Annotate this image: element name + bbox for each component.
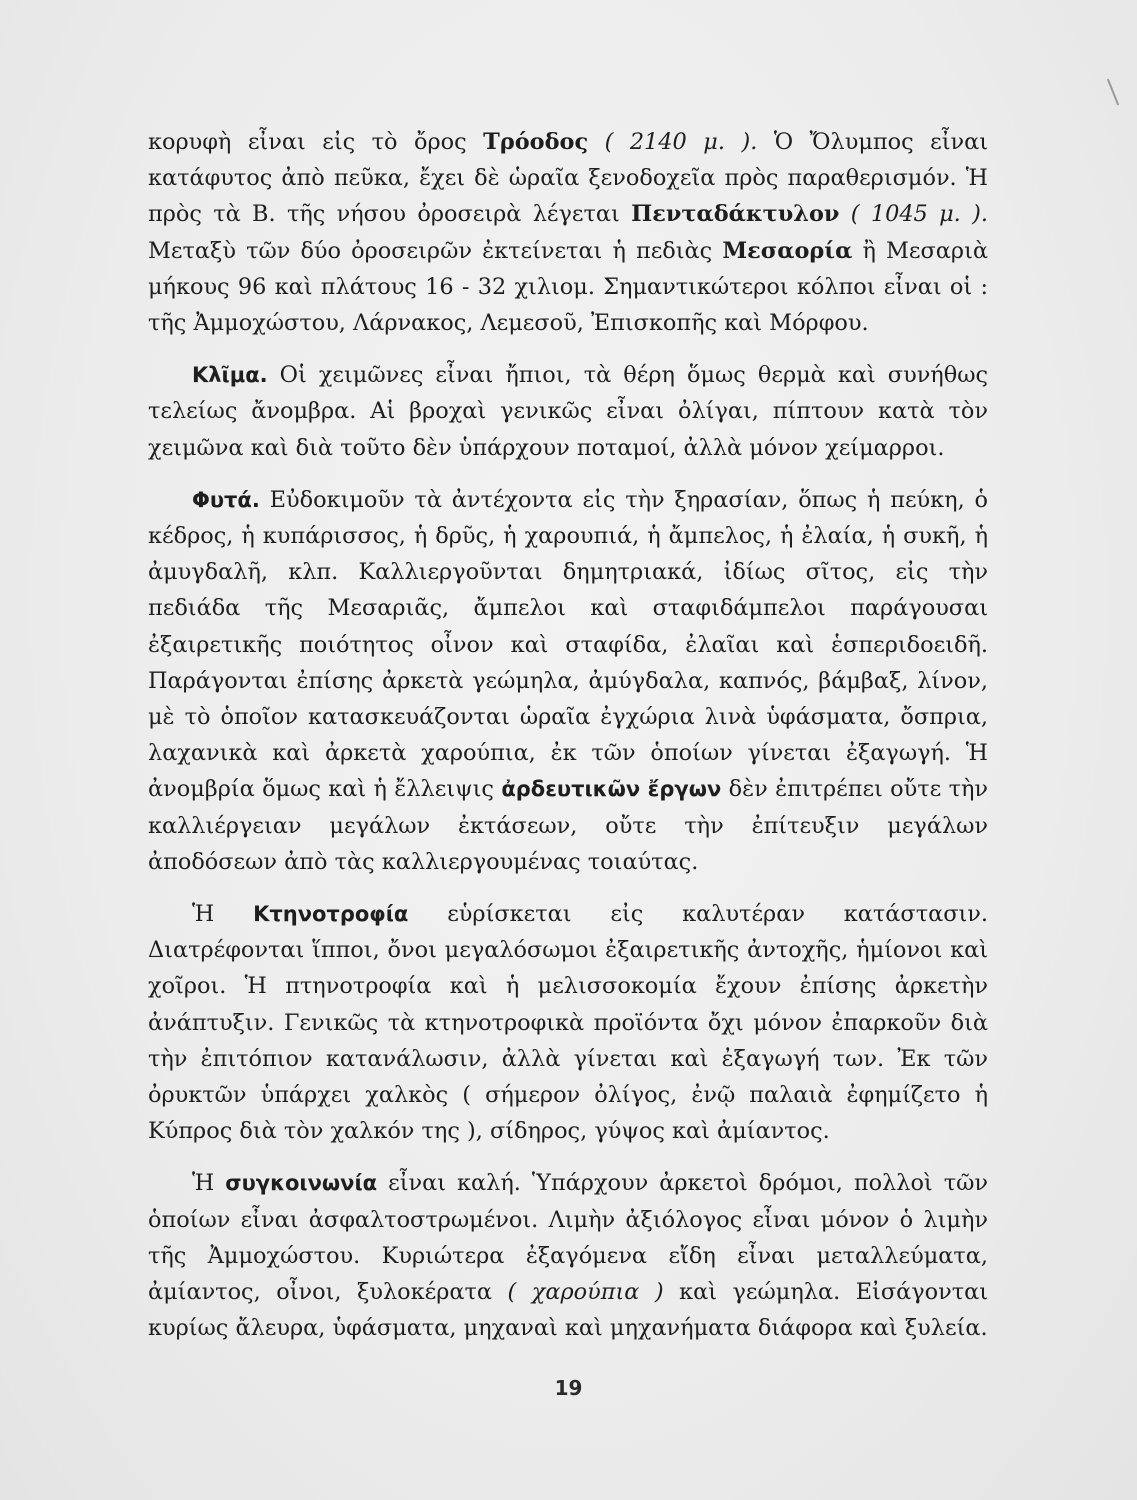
height-troodos: ( 2140 μ. ). xyxy=(588,129,774,155)
text-run: Ἡ xyxy=(192,901,254,928)
text-run: ἢ Μεσαριὰ μήκους 96 καὶ πλάτους 16 - 32 χιλιομ. Σημαντικώτεροι κόλποι εἶναι οἱ : τῆς Ἀμμοχώστου, Λάρνακος, Λεμεσοῦ, Ἐπισκοπῆς καὶ Μόρφου. xyxy=(148,237,988,337)
text-run: κορυφὴ εἶναι εἰς τὸ ὄρος xyxy=(148,129,484,155)
term-irrigation-works: ἀρδευτικῶν ἔργων xyxy=(501,777,722,802)
text-run: εὑρίσκεται εἰς καλυτέραν κατάστασιν. Διατρέφονται ἵπποι, ὄνοι μεγαλόσωμοι ἐξαιρετικῆς ἀντοχῆς, ἡμίονοι καὶ χοῖροι. Ἡ πτηνοτροφία καὶ ἡ μελισσοκομία ἔχουν ἐπίσης ἀρκετὴν ἀνάπτυξιν. Γενικῶς τὰ κτηνοτροφικὰ προϊόντα ὄχι μόνον ἐπαρκοῦν διὰ τὴν ἐπιτόπιον κατανάλωσιν, ἀλλὰ γίνεται καὶ ἐξαγωγή των. Ἐκ τῶν ὀρυκτῶν ὑπάρχει χαλκὸς ( σήμερον ὀλίγος, ἐνῷ παλαιὰ ἐφημίζετο ἡ Κύπρος διὰ τὸν χαλκόν της ), σίδηρος, γύψος καὶ ἀμίαντος. xyxy=(148,901,988,1145)
paragraph-mountains xyxy=(148,124,988,341)
heading-transport: συγκοινωνία xyxy=(225,1171,378,1196)
paragraph-transport xyxy=(148,1165,988,1346)
heading-plants: Φυτά. xyxy=(192,487,260,512)
page-text xyxy=(148,124,988,1347)
term-carob: ( χαρούπια ) xyxy=(507,1279,664,1306)
page-number: 19 xyxy=(554,1376,583,1400)
text-run: Ὁ Ὄλυμπος εἶναι κατάφυτος ἀπὸ πεῦκα, ἔχει δὲ ὡραῖα ξενοδοχεῖα πρὸς παραθερισμόν. Ἡ πρὸς τὰ Β. τῆς νήσου ὀροσειρὰ λέγεται xyxy=(148,129,989,228)
text-run: Μεταξὺ τῶν δύο ὀροσειρῶν ἐκτείνεται ἡ πεδιὰς xyxy=(148,237,723,264)
height-pentadaktylon: ( 1045 μ. ). xyxy=(839,201,988,228)
paragraph-plants xyxy=(148,482,988,880)
paragraph-livestock xyxy=(148,896,988,1149)
text-run: εἶναι καλή. Ὑπάρχουν ἀρκετοὶ δρόμοι, πολλοὶ τῶν ὁποίων εἶναι ἀσφαλτοστρωμένοι. Λιμὴν ἀξιόλογος εἶναι μόνον ὁ λιμὴν τῆς Ἀμμοχώστου. Κυριώτερα ἐξαγόμενα εἴδη εἶναι μεταλλεύματα, ἀμίαντος, οἶνοι, ξυλοκέρατα xyxy=(148,1170,988,1306)
heading-climate: Κλῖμα. xyxy=(192,363,268,388)
text-run: καὶ γεώμηλα. Εἰσάγονται κυρίως ἄλευρα, ὑφάσματα, μηχαναὶ καὶ μηχανήματα διάφορα καὶ ξυλεία. xyxy=(148,1279,988,1342)
term-pentadaktylon: Πενταδάκτυλον xyxy=(631,201,840,228)
text-run: δὲν ἐπιτρέπει οὔτε τὴν καλλιέργειαν μεγάλων ἐκτάσεων, οὔτε τὴν ἐπίτευξιν μεγάλων ἀποδόσεων ἀπὸ τὰς καλλιεργουμένας τοιαύτας. xyxy=(148,776,989,875)
text-run: Εὐδοκιμοῦν τὰ ἀντέχοντα εἰς τὴν ξηρασίαν, ὅπως ἡ πεύκη, ὁ κέδρος, ἡ κυπάρισσος, ἡ δρῦς, ἡ χαρουπιά, ἡ ἄμπελος, ἡ ἐλαία, ἡ συκῆ, ἡ ἀμυγδαλῆ, κλπ. Καλλιεργοῦνται δημητριακά, ἰδίως σῖτος, εἰς τὴν πεδιάδα τῆς Μεσαριᾶς, ἄμπελοι καὶ σταφιδάμπελοι παράγουσαι ἐξαιρετικῆς ποιότητος οἶνον καὶ σταφίδα, ἐλαῖαι καὶ ἑσπεριδοειδῆ. Παράγονται ἐπίσης ἀρκετὰ γεώμηλα, ἀμύγδαλα, καπνός, βάμβαξ, λίνον, μὲ τὸ ὁποῖον κατασκευάζονται ὡραῖα ἐγχώρια λινὰ ὑφάσματα, ὄσπρια, λαχανικὰ καὶ ἀρκετὰ χαρούπια, ἐκ τῶν ὁποίων γίνεται ἐξαγωγή. Ἡ ἀνομβρία ὅμως καὶ ἡ ἔλλειψις xyxy=(148,486,988,803)
heading-livestock: Κτηνοτροφία xyxy=(253,902,409,927)
page-edge-mark xyxy=(1107,79,1119,106)
paragraph-climate xyxy=(148,357,988,466)
term-mesaoria: Μεσαορία xyxy=(722,237,853,264)
text-run: Οἱ χειμῶνες εἶναι ἤπιοι, τὰ θέρη ὅμως θερμὰ καὶ συνήθως τελείως ἄνομβρα. Αἱ βροχαὶ γενικῶς εἶναι ὀλίγαι, πίπτουν κατὰ τὸν χειμῶνα καὶ διὰ τοῦτο δὲν ὑπάρχουν ποταμοί, ἀλλὰ μόνον χείμαρροι. xyxy=(148,362,988,461)
text-run: Ἡ xyxy=(192,1170,226,1197)
term-troodos: Τρόοδος xyxy=(483,129,589,155)
